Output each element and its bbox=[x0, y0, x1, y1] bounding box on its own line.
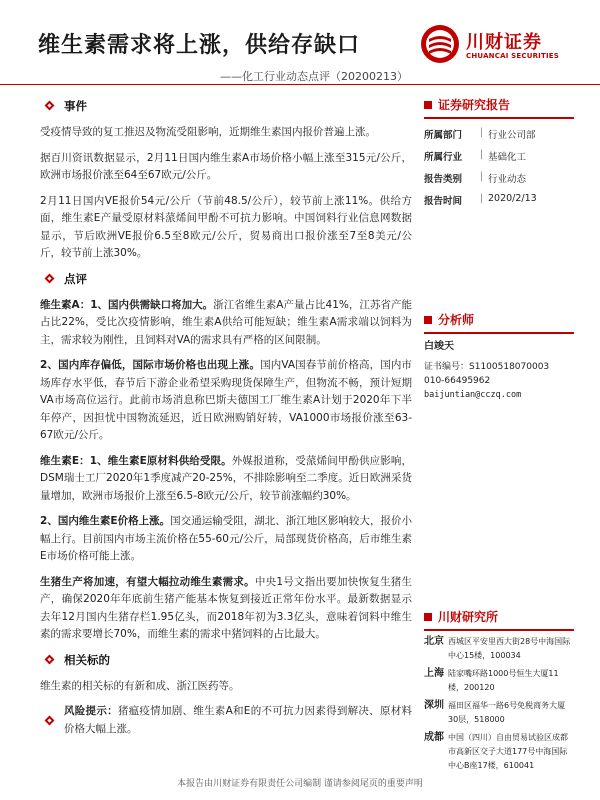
risk-lead: 风险提示： bbox=[64, 705, 118, 717]
logo-text-cn: 川财证券 bbox=[466, 32, 542, 53]
risk-paragraph bbox=[64, 703, 412, 738]
diamond-bullet-icon bbox=[46, 717, 54, 725]
info-key: 报告时间 bbox=[424, 196, 463, 207]
comment-paragraph bbox=[40, 297, 412, 350]
info-row bbox=[424, 123, 574, 145]
office-item bbox=[424, 699, 574, 727]
comment-paragraph bbox=[40, 357, 412, 445]
office-address: 陆家嘴环路1000号恒生大厦11楼，200120 bbox=[448, 669, 559, 692]
square-bullet-icon bbox=[424, 101, 432, 109]
diamond-bullet-icon bbox=[46, 102, 54, 110]
office-city: 北京 bbox=[424, 636, 444, 647]
analyst-email[interactable]: baijuntian@cczq.com bbox=[424, 390, 522, 400]
info-row bbox=[424, 145, 574, 167]
section-heading: 点评 bbox=[64, 271, 87, 286]
separator: | bbox=[480, 171, 484, 182]
analyst-phone: 010-66495962 bbox=[424, 376, 491, 386]
info-value: 行业公司部 bbox=[488, 130, 536, 141]
comment-body: 浙江省维生素A产量占比41%，江苏省产能占比22%，受比次疫情影响，维生素A供给可能短缺；维生素A需求端以饲料为主，需求较为刚性，且饲料对VA的需求具有严格的区间限制。 bbox=[40, 298, 412, 346]
page-footer: 本报告由川财证券有限责任公司编制 谨请参阅尾页的重要声明 bbox=[177, 779, 423, 789]
office-city: 成都 bbox=[424, 732, 444, 743]
office-item bbox=[424, 731, 574, 773]
office-address: 西城区平安里西大街28号中海国际中心15楼，100034 bbox=[448, 637, 571, 660]
separator: | bbox=[480, 193, 484, 204]
separator: | bbox=[480, 149, 484, 160]
office-city: 上海 bbox=[424, 668, 444, 679]
info-key: 报告类别 bbox=[424, 174, 463, 185]
comment-body: 外媒报道称，受蒎烯间甲酚供应影响，DSM瑞士工厂2020年1季度减产20-25%，不排除影响至二季度。近日欧洲采货量增加，欧洲市场报价上涨至6.5-8欧元/公斤，较节前涨幅约30%。 bbox=[40, 454, 413, 502]
main-content bbox=[40, 98, 412, 748]
office-address: 福田区福华一路6号免税商务大厦30层，518000 bbox=[448, 701, 566, 724]
info-value: 行业动态 bbox=[488, 174, 527, 185]
info-value: 基础化工 bbox=[488, 152, 527, 163]
info-row bbox=[424, 189, 574, 211]
report-info-heading bbox=[424, 96, 574, 119]
risk-body: 猪瘟疫情加剧、维生素A和E的不可抗力因素得到解决、原材料价格大幅上涨。 bbox=[64, 705, 412, 735]
diamond-bullet-icon bbox=[46, 275, 54, 283]
section-event bbox=[40, 98, 412, 114]
office-item bbox=[424, 635, 574, 663]
info-value: 2020/2/13 bbox=[488, 193, 537, 204]
paragraph: 据百川资讯数据显示，2月11日国内维生素A市场价格小幅上涨至315元/公斤，欧洲市场报价涨至64至67欧元/公斤。 bbox=[40, 151, 412, 181]
analyst-cert: 证书编号：S1100518070003 bbox=[424, 362, 550, 372]
comment-paragraph bbox=[40, 574, 412, 644]
separator: | bbox=[480, 127, 484, 138]
report-subtitle: ——化工行业动态点评（20200213） bbox=[220, 70, 408, 83]
comment-body: 中央1号文指出要加快恢复生猪生产，确保2020年年底前生猪产能基本恢复到接近正常年份水平。最新数据显示去年12月国内生猪存栏1.95亿头，而2018年初为3.3亿头，意味着饲料中维生素的需求要增长70%，而维生素的需求中猪饲料的占比最大。 bbox=[40, 575, 412, 640]
analyst-name: 白竣天 bbox=[424, 341, 454, 352]
comment-paragraph bbox=[40, 453, 412, 506]
comment-body: 国内VA国春节前价格高，国内市场库存水平低，春节后下游企业希望采购现货保障生产，但物流不畅，预计短期VA市场高位运行。此前市场消息称巴斯夫德国工厂维生素A计划于2020年下半年停产，因担忧中国物流延迟，近日欧洲购销好转，VA1000市场报价涨至63-67欧元/公斤。 bbox=[40, 359, 412, 441]
info-key: 所属行业 bbox=[424, 152, 463, 163]
comment-paragraph bbox=[40, 513, 412, 566]
section-comment bbox=[40, 271, 412, 287]
comment-lead: 2、国内维生素E价格上涨。 bbox=[40, 515, 171, 527]
sidebar-heading-text: 证券研究报告 bbox=[438, 98, 511, 112]
info-row bbox=[424, 167, 574, 189]
paragraph: 受疫情导致的复工推迟及物流受阻影响，近期维生素国内报价普遍上涨。 bbox=[40, 126, 376, 138]
section-risk bbox=[40, 703, 412, 738]
company-logo bbox=[420, 24, 560, 68]
paragraph: 2月11日国内VE报价54元/公斤（节前48.5/公斤），较节前上涨11%。供给方面，维生素E产量受原材料蒎烯间甲酚不可抗力影响。中国饲料行业信息网数据显示，节后欧洲VE报价6.5至8欧元/公斤，贸易商出口报价涨至7至8美元/公斤，较节前上涨30%。 bbox=[40, 194, 412, 259]
paragraph: 维生素的相关标的有新和成、浙江医药等。 bbox=[40, 679, 240, 692]
header-divider bbox=[0, 84, 600, 85]
sidebar-heading-text: 川财研究所 bbox=[438, 610, 499, 624]
info-key: 所属部门 bbox=[424, 130, 463, 141]
office-list bbox=[424, 635, 574, 773]
logo-text-en: CHUANCAI SECURITIES bbox=[466, 52, 559, 60]
analyst-heading bbox=[424, 311, 574, 334]
office-address: 中国（四川）自由贸易试验区成都市高新区交子大道177号中海国际中心B座17楼，610041 bbox=[448, 733, 568, 770]
comment-lead: 生猪生产将加速，有望大幅拉动维生素需求。 bbox=[40, 575, 255, 588]
comment-lead: 维生素A：1、国内供需缺口将加大。 bbox=[40, 298, 214, 311]
comment-body: 国交通运输受阻，湖北、浙江地区影响较大，报价小幅上行。目前国内市场主流价格在55-60元/公斤，局部现货价格高，后市维生素E市场价格可能上涨。 bbox=[40, 515, 412, 562]
report-title: 维生素需求将上涨，供给存缺口 bbox=[38, 33, 361, 58]
comment-lead: 维生素E：1、维生素E原材料供给受限。 bbox=[40, 454, 232, 467]
analyst-card bbox=[424, 340, 574, 402]
section-related bbox=[40, 652, 412, 668]
sidebar-heading-text: 分析师 bbox=[438, 313, 475, 327]
comment-lead: 2、国内库存偏低，国际市场价格也出现上涨。 bbox=[40, 359, 261, 371]
office-item bbox=[424, 667, 574, 695]
section-heading: 事件 bbox=[64, 99, 87, 113]
report-info-table bbox=[424, 123, 574, 211]
diamond-bullet-icon bbox=[46, 656, 54, 664]
institute-heading bbox=[424, 608, 574, 631]
section-heading: 相关标的 bbox=[64, 652, 110, 667]
square-bullet-icon bbox=[424, 316, 432, 324]
office-city: 深圳 bbox=[424, 700, 444, 711]
sidebar bbox=[424, 96, 574, 777]
chuancai-logo-icon bbox=[420, 24, 460, 64]
square-bullet-icon bbox=[424, 613, 432, 621]
